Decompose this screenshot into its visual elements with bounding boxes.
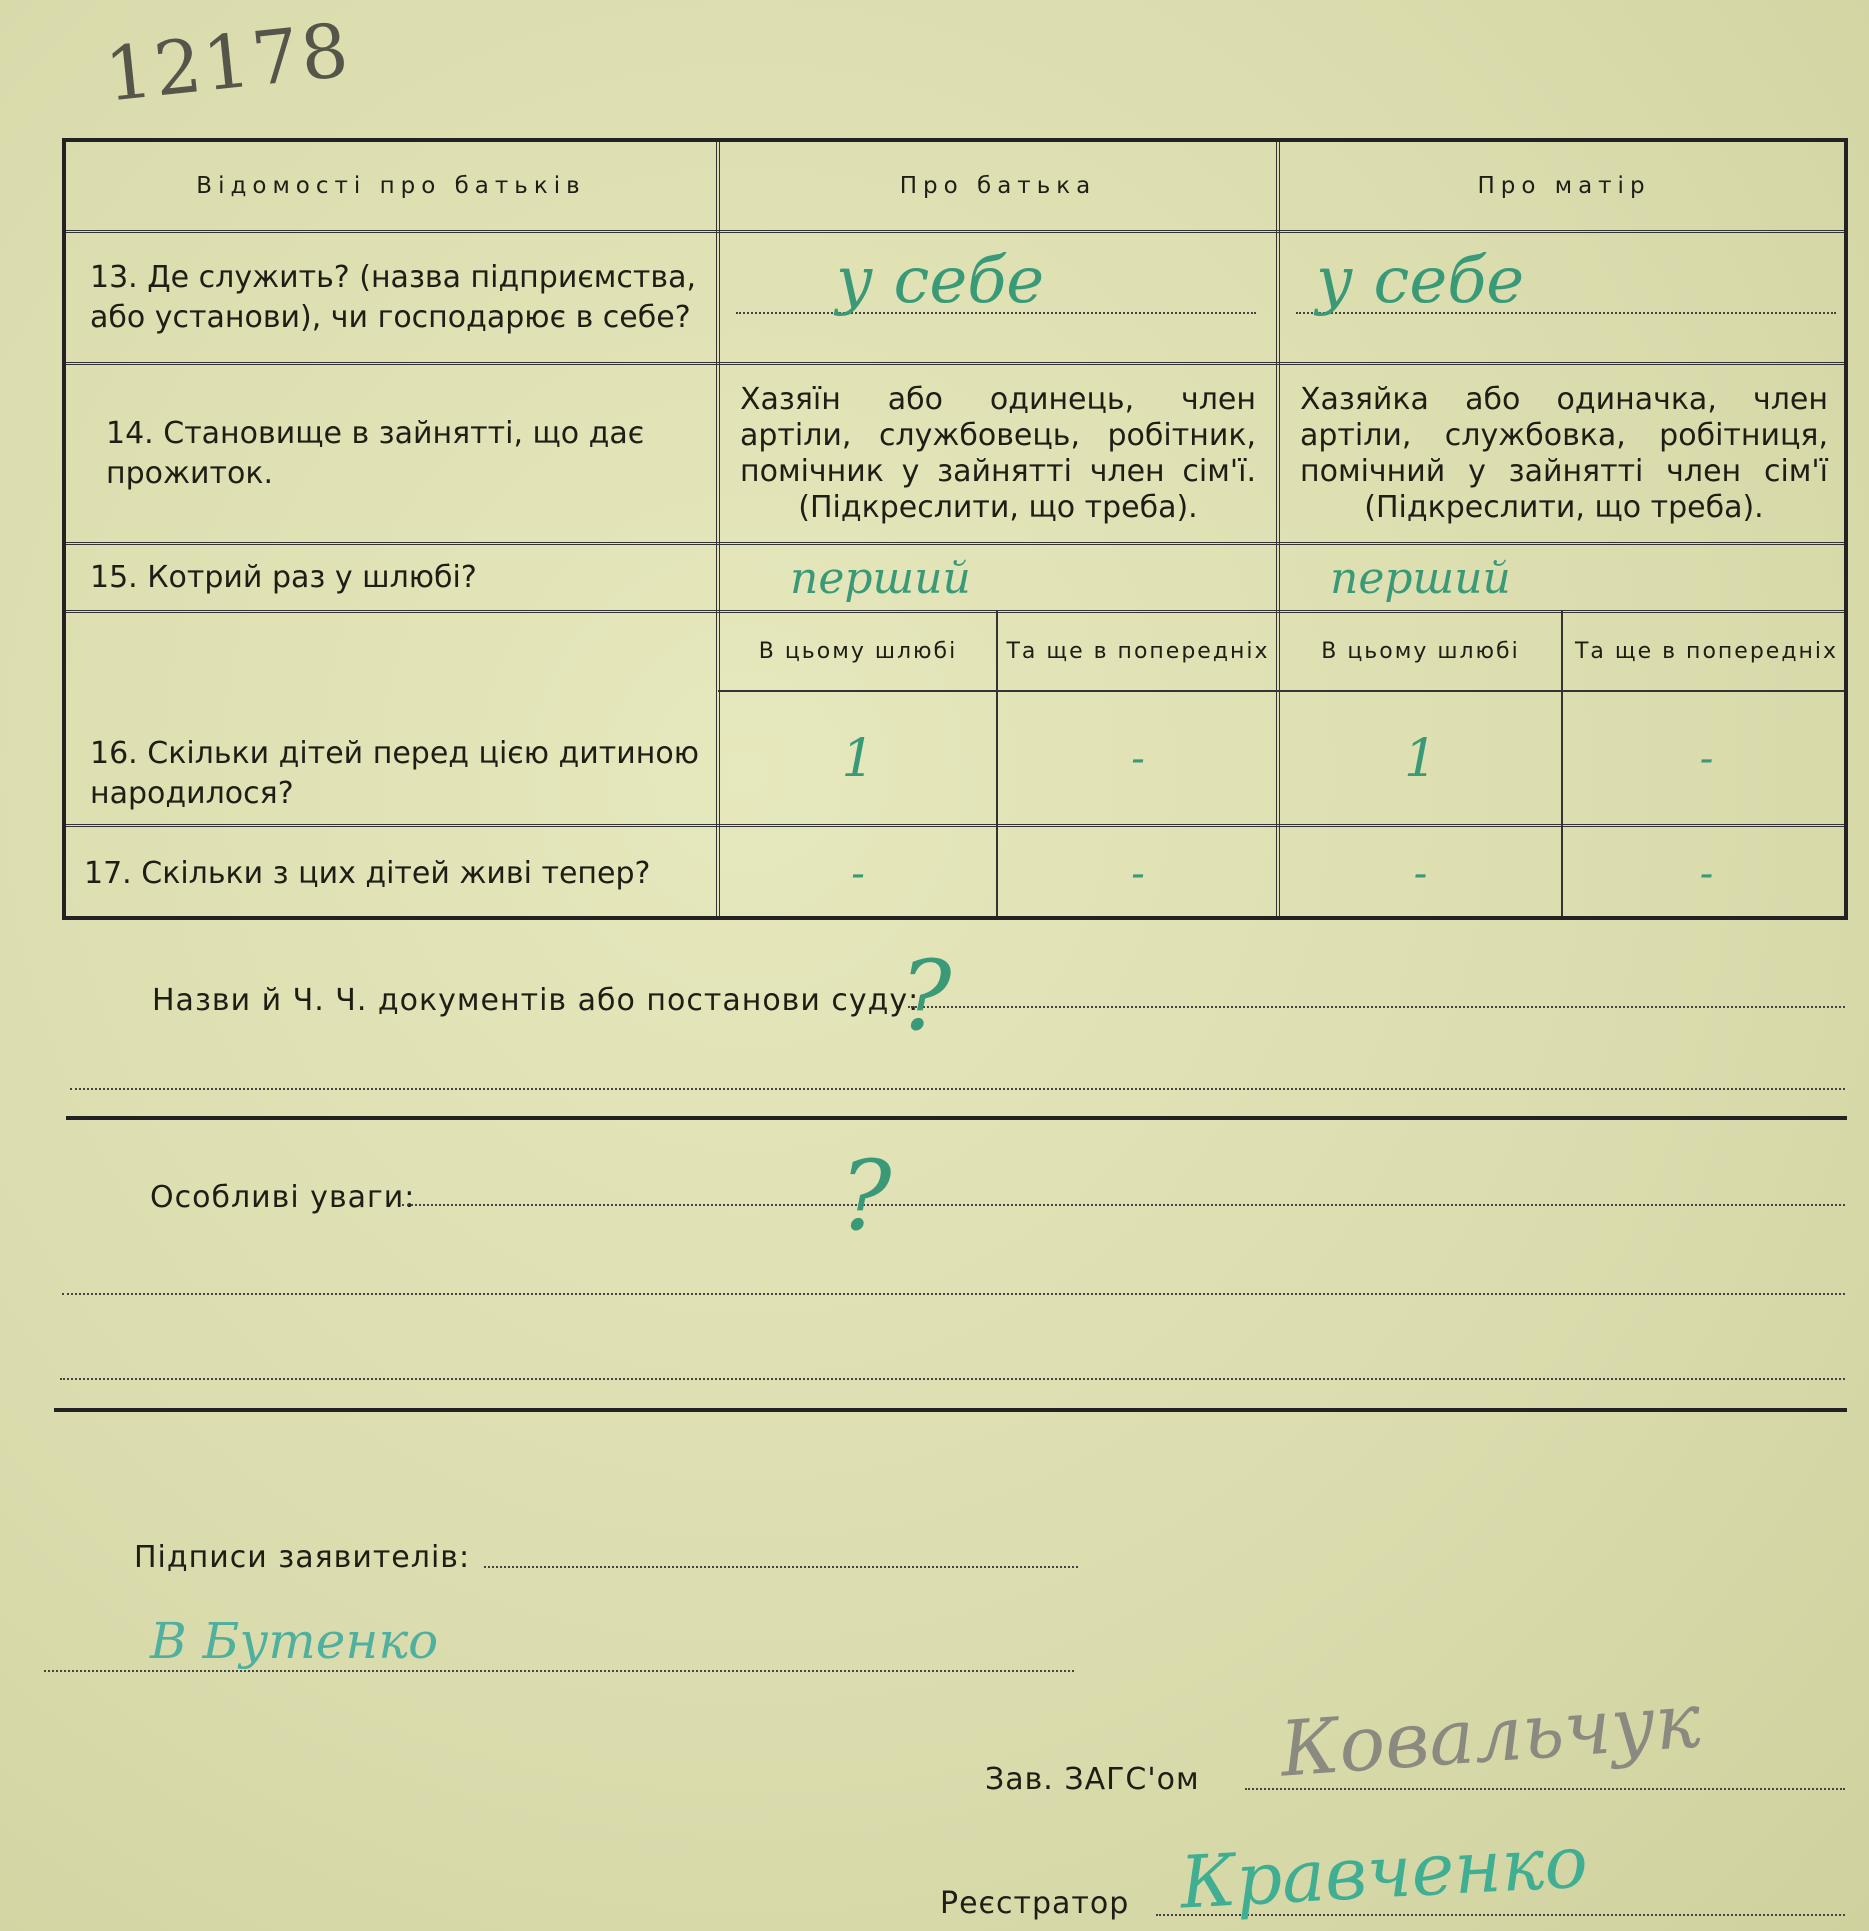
subheader-father-previous: Та ще в попередніх — [1006, 639, 1270, 664]
header-father: Про батька — [899, 173, 1097, 199]
archive-number: 12178 — [101, 7, 355, 119]
parents-info-table — [62, 138, 1848, 920]
head-signature: Ковальчук — [1277, 1675, 1704, 1794]
applicant-signature: В Бутенко — [150, 1612, 439, 1670]
section-divider — [54, 1408, 1847, 1412]
table-divider — [66, 824, 1844, 827]
children-mother-this-marriage: 1 — [1403, 729, 1438, 789]
table-divider — [1561, 610, 1563, 916]
table-divider — [66, 230, 1844, 233]
mother-marriage-cell — [1280, 546, 1848, 610]
header-mother: Про матір — [1477, 173, 1651, 199]
father-workplace-cell — [726, 234, 1266, 362]
father-occupation-options: Хазяїн або одинець, член артіли, службовець, робітник, помічник у зайнятті член сім'ї. (Підкреслити, що треба). — [740, 382, 1256, 525]
registrar-label: Реєстратор — [940, 1886, 1130, 1921]
remarks-label: Особливі уваги: — [150, 1180, 416, 1215]
mother-occupation-options: Хазяйка або одиначка, член артіли, службовка, робітниця, помічний у зайнятті член сім'ї (Підкреслити, що треба). — [1300, 382, 1828, 525]
fill-line — [484, 1566, 1078, 1568]
living-father-previous: - — [1131, 851, 1145, 897]
fill-line — [62, 1293, 1845, 1295]
applicants-signatures-label: Підписи заявителів: — [134, 1540, 471, 1575]
documents-label: Назви й Ч. Ч. документів або постанови суду: — [152, 983, 920, 1018]
fill-line — [908, 1006, 1845, 1008]
fill-line — [44, 1670, 1074, 1672]
question-16: 16. Скільки дітей перед цією дитиною народилося? — [90, 736, 699, 811]
registrar-signature: Кравченко — [1178, 1819, 1590, 1925]
father-workplace: у себе — [836, 244, 1045, 318]
documents-value: ? — [900, 940, 952, 1052]
section-divider — [66, 1116, 1847, 1120]
living-mother-this-marriage: - — [1413, 851, 1428, 897]
table-divider — [996, 610, 998, 916]
question-15: 15. Котрий раз у шлюбі? — [90, 560, 477, 595]
table-divider — [66, 542, 1844, 545]
header-parents-info: Відомості про батьків — [196, 173, 586, 199]
table-divider — [66, 610, 1844, 613]
head-of-registry-label: Зав. ЗАГС'ом — [985, 1762, 1200, 1797]
living-mother-previous: - — [1699, 851, 1714, 897]
father-marriage-cell — [720, 546, 1276, 610]
mother-workplace-cell — [1286, 234, 1846, 362]
mother-workplace: у себе — [1316, 244, 1525, 318]
children-father-this-marriage: 1 — [841, 729, 875, 789]
table-divider — [66, 362, 1844, 365]
fill-line — [60, 1378, 1845, 1380]
question-13: 13. Де служить? (назва підприємства, або установи), чи господарює в себе? — [90, 260, 697, 335]
table-divider — [718, 690, 1844, 692]
father-marriage-count: перший — [790, 552, 971, 604]
children-mother-previous: - — [1699, 736, 1714, 782]
subheader-father-this-marriage: В цьому шлюбі — [758, 639, 958, 664]
fill-line — [402, 1204, 1845, 1206]
children-father-previous: - — [1131, 736, 1145, 782]
fill-line — [70, 1088, 1845, 1090]
question-17: 17. Скільки з цих дітей живі тепер? — [84, 856, 651, 891]
subheader-mother-previous: Та ще в попередніх — [1574, 639, 1839, 664]
question-14: 14. Становище в зайнятті, що дає прожиток. — [106, 416, 645, 491]
mother-marriage-count: перший — [1330, 552, 1511, 604]
living-father-this-marriage: - — [851, 851, 865, 897]
remarks-value: ? — [840, 1140, 892, 1252]
subheader-mother-this-marriage: В цьому шлюбі — [1321, 639, 1520, 664]
